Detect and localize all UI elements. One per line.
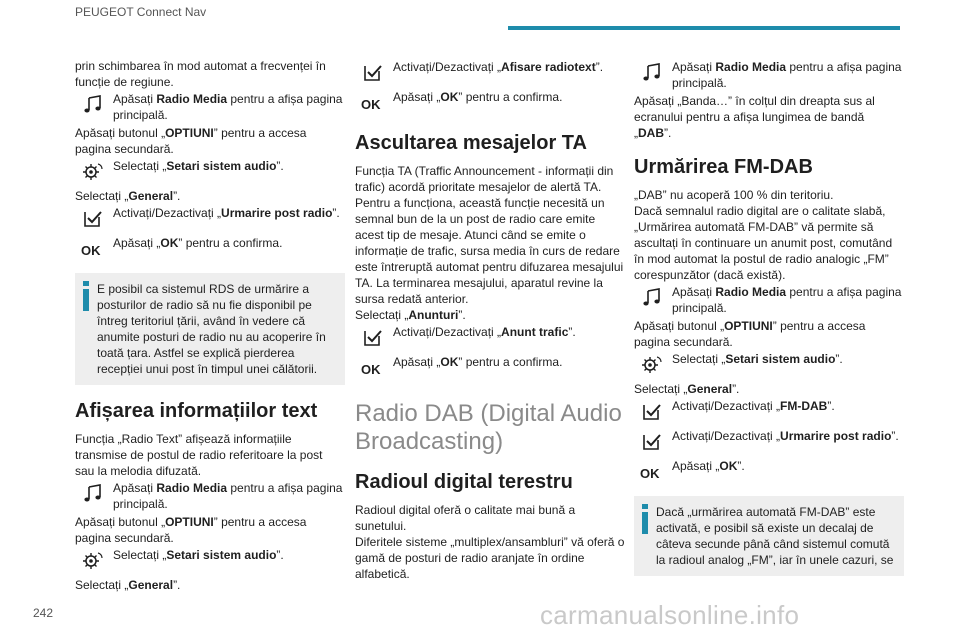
paragraph: „DAB” nu acoperă 100 % din teritoriu. (634, 188, 834, 202)
watermark: carmanualsonline.info (540, 600, 800, 630)
ok-label: OK (81, 243, 101, 258)
step-toggle: Activați/Dezactivați „Urmarire post radio”. (75, 205, 345, 233)
paragraph: Apăsați butonul „OPTIUNI” pentru a accesa pagina secundară. (75, 515, 307, 545)
paragraph: prin schimbarea în mod automat a frecvenței în funcție de regiune. (75, 59, 326, 89)
step-toggle: Activați/Dezactivați „Urmarire post radio”. (634, 428, 904, 456)
paragraph: Apăsați butonul „OPTIUNI” pentru a accesa pagina secundară. (75, 126, 307, 156)
step-toggle: Activați/Dezactivați „Afisare radiotext”. (355, 59, 625, 87)
paragraph: Diferitele sisteme „multiplex/ansambluri” vă oferă o gamă de posturi de radio aranjate în ordine alfabetică. (355, 535, 625, 581)
ok-label: OK (361, 97, 381, 112)
gear-settings-icon (81, 549, 105, 571)
gear-settings-icon (81, 160, 105, 182)
music-note-icon (640, 286, 664, 308)
step-ok: OK Apăsați „OK” pentru a confirma. (355, 354, 625, 382)
ok-label: OK (361, 362, 381, 377)
checkbox-toggle-icon (81, 207, 105, 229)
paragraph: Apăsați „Banda…” în colțul din dreapta sus al ecranului pentru a afișa lungimea de bandă „DAB”. (634, 94, 875, 140)
chapter-title: Radio DAB (Digital Audio Broadcasting) (355, 400, 622, 455)
checkbox-toggle-icon (640, 430, 664, 452)
paragraph: Radioul digital oferă o calitate mai bună a sunetului. (355, 503, 576, 533)
step-toggle: Activați/Dezactivați „FM-DAB”. (634, 398, 904, 426)
step-ok: OK Apăsați „OK” pentru a confirma. (355, 89, 625, 117)
step-radio-media: Apăsați Radio Media pentru a afișa pagina principală. (634, 284, 904, 316)
column-2 (355, 58, 625, 582)
paragraph: Apăsați butonul „OPTIUNI” pentru a accesa pagina secundară. (634, 319, 866, 349)
music-note-icon (640, 61, 664, 83)
step-ok: OK Apăsați „OK” pentru a confirma. (75, 235, 345, 263)
checkbox-toggle-icon (361, 326, 385, 348)
ok-label: OK (640, 466, 660, 481)
section-heading: Ascultarea mesajelor TA (355, 132, 587, 154)
paragraph: Selectați „General”. (75, 189, 181, 203)
page-number: 242 (33, 606, 54, 620)
checkbox-toggle-icon (640, 400, 664, 422)
info-note: E posibil ca sistemul RDS de urmărire a posturilor de radio să nu fie disponibil pe întreg teritoriul țării, având în vedere că anumite posturi de radio nu au acoperire în toată țara. Astfel se explică pierderea recepției unui post în timpul unei călătorii. (75, 273, 345, 385)
info-icon (642, 504, 648, 534)
step-toggle: Activați/Dezactivați „Anunt trafic”. (355, 324, 625, 352)
column-3 (634, 58, 904, 588)
header-accent-bar (508, 26, 900, 30)
paragraph: Funcția „Radio Text” afișează informațiile transmise de postul de radio referitoare la post sau la melodia difuzată. (75, 432, 323, 478)
column-1 (75, 58, 345, 593)
paragraph: Selectați „General”. (634, 382, 740, 396)
paragraph: Selectați „Anunturi”. (355, 308, 466, 322)
section-heading: Afișarea informațiilor text (75, 400, 318, 422)
step-radio-media: Apăsați Radio Media pentru a afișa pagina principală. (75, 480, 345, 512)
paragraph: Funcția TA (Traffic Announcement - informații din trafic) acordă prioritate mesajelor de alertă TA. Pentru a funcționa, această funcție necesită un semnal bun de la un post de radio care emite acest tip de mesaje. Atunci când se emite o informație de trafic, sursa media în curs de redare este întreruptă automat pentru difuzarea mesajului TA. La terminarea mesajului, aparatul revine la sursa redată anterior. (355, 164, 624, 306)
step-audio-settings: Selectați „Setari sistem audio”. (75, 547, 345, 575)
section-heading: Radioul digital terestru (355, 471, 573, 493)
section-heading: Urmărirea FM-DAB (634, 156, 813, 178)
gear-settings-icon (640, 353, 664, 375)
step-radio-media: Apăsați Radio Media pentru a afișa pagina principală. (634, 59, 904, 91)
step-radio-media: Apăsați Radio Media pentru a afișa pagina principală. (75, 91, 345, 123)
info-note: Dacă „urmărirea automată FM-DAB” este activată, e posibil să existe un decalaj de câteva secunde până când sistemul comută la radioul analog „FM”, iar în unele cazuri, se (634, 496, 904, 576)
step-ok: OK Apăsați „OK”. (634, 458, 904, 486)
paragraph: Selectați „General”. (75, 578, 181, 592)
checkbox-toggle-icon (361, 61, 385, 83)
music-note-icon (81, 482, 105, 504)
paragraph: Dacă semnalul radio digital are o calitate slabă, „Urmărirea automată FM-DAB” vă permite să ascultați în continuare un anumit post, comutând în mod automat la postul de radio analogic „FM” corespunzător (dacă există). (634, 204, 893, 282)
music-note-icon (81, 93, 105, 115)
info-icon (83, 281, 89, 311)
step-audio-settings: Selectați „Setari sistem audio”. (634, 351, 904, 379)
running-header: PEUGEOT Connect Nav (75, 5, 207, 19)
step-audio-settings: Selectați „Setari sistem audio”. (75, 158, 345, 186)
